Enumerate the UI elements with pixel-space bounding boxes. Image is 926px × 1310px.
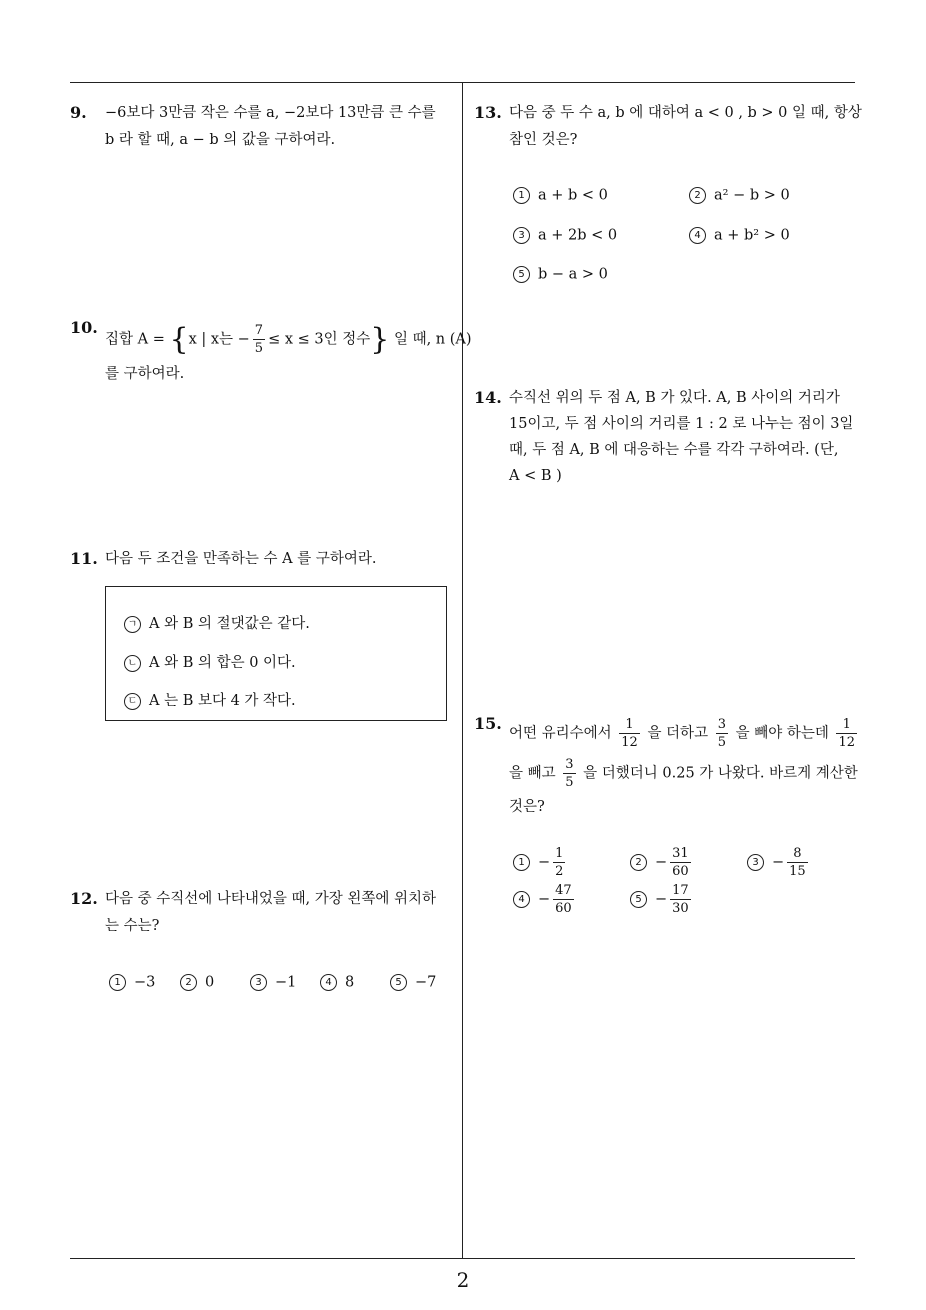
circled-number: 1 <box>109 974 126 991</box>
circled-number: 4 <box>513 891 530 908</box>
numerator: 3 <box>717 717 726 732</box>
option-text: a² − b > 0 <box>714 187 790 204</box>
question-text-line: −6보다 3만큼 작은 수를 a, −2보다 13만큼 큰 수를 <box>105 105 436 121</box>
option-text: −7 <box>415 974 437 991</box>
option-4[interactable] <box>689 227 790 244</box>
fraction <box>253 322 265 357</box>
denominator: 30 <box>672 901 689 916</box>
fraction <box>619 716 640 751</box>
question-number: 9. <box>70 103 87 122</box>
question-text-line: 다음 중 두 수 a, b 에 대하여 a < 0 , b > 0 일 때, 항상 <box>509 105 862 121</box>
question-text-line: 수직선 위의 두 점 A, B 가 있다. A, B 사이의 거리가 <box>509 390 840 406</box>
text-segment: 을 더하고 <box>647 725 709 742</box>
text-segment: 을 빼고 <box>509 765 556 782</box>
option-2[interactable] <box>689 187 790 204</box>
numerator: 7 <box>254 323 264 338</box>
question-number: 10. <box>70 318 98 337</box>
option-text: −1 <box>275 974 297 991</box>
question-text-line: 다음 중 수직선에 나타내었을 때, 가장 왼쪽에 위치하 <box>105 891 437 907</box>
circled-number: 1 <box>513 854 530 871</box>
page-number: 2 <box>456 1268 470 1292</box>
condition-text: A 는 B 보다 4 가 작다. <box>149 693 296 709</box>
question-number: 15. <box>474 714 502 733</box>
text-segment: 을 더했더니 0.25 가 나왔다. 바르게 계산한 <box>583 765 858 782</box>
option-2[interactable] <box>180 974 214 991</box>
option-2[interactable] <box>630 845 694 880</box>
condition-item <box>124 689 296 710</box>
fraction <box>553 882 574 917</box>
sign: − <box>538 891 551 908</box>
option-1[interactable] <box>513 845 568 880</box>
fraction <box>563 756 575 791</box>
option-1[interactable] <box>513 187 608 204</box>
circled-mark: ㄱ <box>124 616 141 633</box>
condition-item <box>124 612 310 633</box>
condition-item <box>124 651 296 672</box>
sign: − <box>538 854 551 871</box>
option-5[interactable] <box>390 974 436 991</box>
option-text: b − a > 0 <box>538 266 608 283</box>
fraction <box>787 845 808 880</box>
option-text: 0 <box>205 974 215 991</box>
circled-number: 5 <box>513 266 530 283</box>
question-text-line: 15이고, 두 점 사이의 거리를 1 : 2 로 나누는 점이 3일 <box>509 416 854 432</box>
question-number: 12. <box>70 889 98 908</box>
numerator: 1 <box>555 846 564 861</box>
circled-number: 5 <box>390 974 407 991</box>
column-divider <box>462 83 463 1258</box>
circled-number: 3 <box>250 974 267 991</box>
question-text-line: 때, 두 점 A, B 에 대응하는 수를 각각 구하여라. (단, <box>509 442 839 458</box>
option-text: 8 <box>345 974 355 991</box>
question-text-line: 참인 것은? <box>509 132 578 148</box>
denominator: 12 <box>621 735 638 750</box>
denominator: 15 <box>789 864 806 879</box>
circled-number: 4 <box>689 227 706 244</box>
option-text: a + b² > 0 <box>714 227 790 244</box>
option-5[interactable] <box>513 266 608 283</box>
option-text: a + b < 0 <box>538 187 608 204</box>
set-condition-b: ≤ x ≤ 3인 정수 <box>268 331 371 348</box>
option-5[interactable] <box>630 882 694 917</box>
circled-number: 5 <box>630 891 647 908</box>
numerator: 17 <box>672 883 689 898</box>
fraction <box>670 882 691 917</box>
circled-number: 3 <box>513 227 530 244</box>
circled-mark: ㄷ <box>124 693 141 710</box>
numerator: 47 <box>555 883 572 898</box>
denominator: 5 <box>717 735 726 750</box>
fraction <box>716 716 728 751</box>
option-text: −3 <box>134 974 156 991</box>
fraction <box>670 845 691 880</box>
sign: − <box>772 854 785 871</box>
set-postfix: 일 때, n (A) <box>393 331 472 348</box>
denominator: 12 <box>838 735 855 750</box>
circled-number: 2 <box>630 854 647 871</box>
option-text: a + 2b < 0 <box>538 227 618 244</box>
question-text-line <box>105 322 472 357</box>
circled-number: 2 <box>689 187 706 204</box>
question-number: 13. <box>474 103 502 122</box>
set-condition-a: x | x는 − <box>188 331 250 348</box>
numerator: 1 <box>836 716 857 734</box>
option-4[interactable] <box>513 882 577 917</box>
left-brace: { <box>169 322 189 357</box>
bottom-rule <box>70 1258 855 1259</box>
numerator: 3 <box>565 757 574 772</box>
question-number: 11. <box>70 549 98 568</box>
question-text-line: 것은? <box>509 799 545 815</box>
numerator: 31 <box>672 846 689 861</box>
question-text-line <box>509 756 858 791</box>
circled-mark: ㄴ <box>124 655 141 672</box>
question-text-line <box>509 716 860 751</box>
option-4[interactable] <box>320 974 354 991</box>
question-text-line: 다음 두 조건을 만족하는 수 A 를 구하여라. <box>105 551 377 567</box>
condition-box <box>105 586 447 721</box>
right-brace: } <box>370 322 390 357</box>
denominator: 60 <box>672 864 689 879</box>
circled-number: 2 <box>180 974 197 991</box>
denominator: 5 <box>254 341 264 356</box>
sign: − <box>655 891 668 908</box>
denominator: 60 <box>555 901 572 916</box>
circled-number: 4 <box>320 974 337 991</box>
denominator: 5 <box>565 775 574 790</box>
option-3[interactable] <box>747 845 811 880</box>
question-number: 14. <box>474 388 502 407</box>
fraction <box>836 716 857 751</box>
option-3[interactable] <box>513 227 617 244</box>
circled-number: 3 <box>747 854 764 871</box>
numerator: 8 <box>787 845 808 863</box>
set-prefix: 집합 A = <box>105 331 165 348</box>
text-segment: 어떤 유리수에서 <box>509 725 612 742</box>
text-segment: 을 빼야 하는데 <box>735 725 829 742</box>
option-3[interactable] <box>250 974 296 991</box>
sign: − <box>655 854 668 871</box>
numerator: 1 <box>619 716 640 734</box>
question-text-line: A < B ) <box>509 468 562 484</box>
denominator: 2 <box>555 864 564 879</box>
fraction <box>553 845 565 880</box>
condition-text: A 와 B 의 절댓값은 같다. <box>149 616 310 632</box>
question-text-line: 는 수는? <box>105 918 160 934</box>
question-text-line: b 라 할 때, a − b 의 값을 구하여라. <box>105 132 336 148</box>
option-1[interactable] <box>109 974 155 991</box>
condition-text: A 와 B 의 합은 0 이다. <box>149 655 296 671</box>
question-text-line: 를 구하여라. <box>105 366 185 382</box>
circled-number: 1 <box>513 187 530 204</box>
